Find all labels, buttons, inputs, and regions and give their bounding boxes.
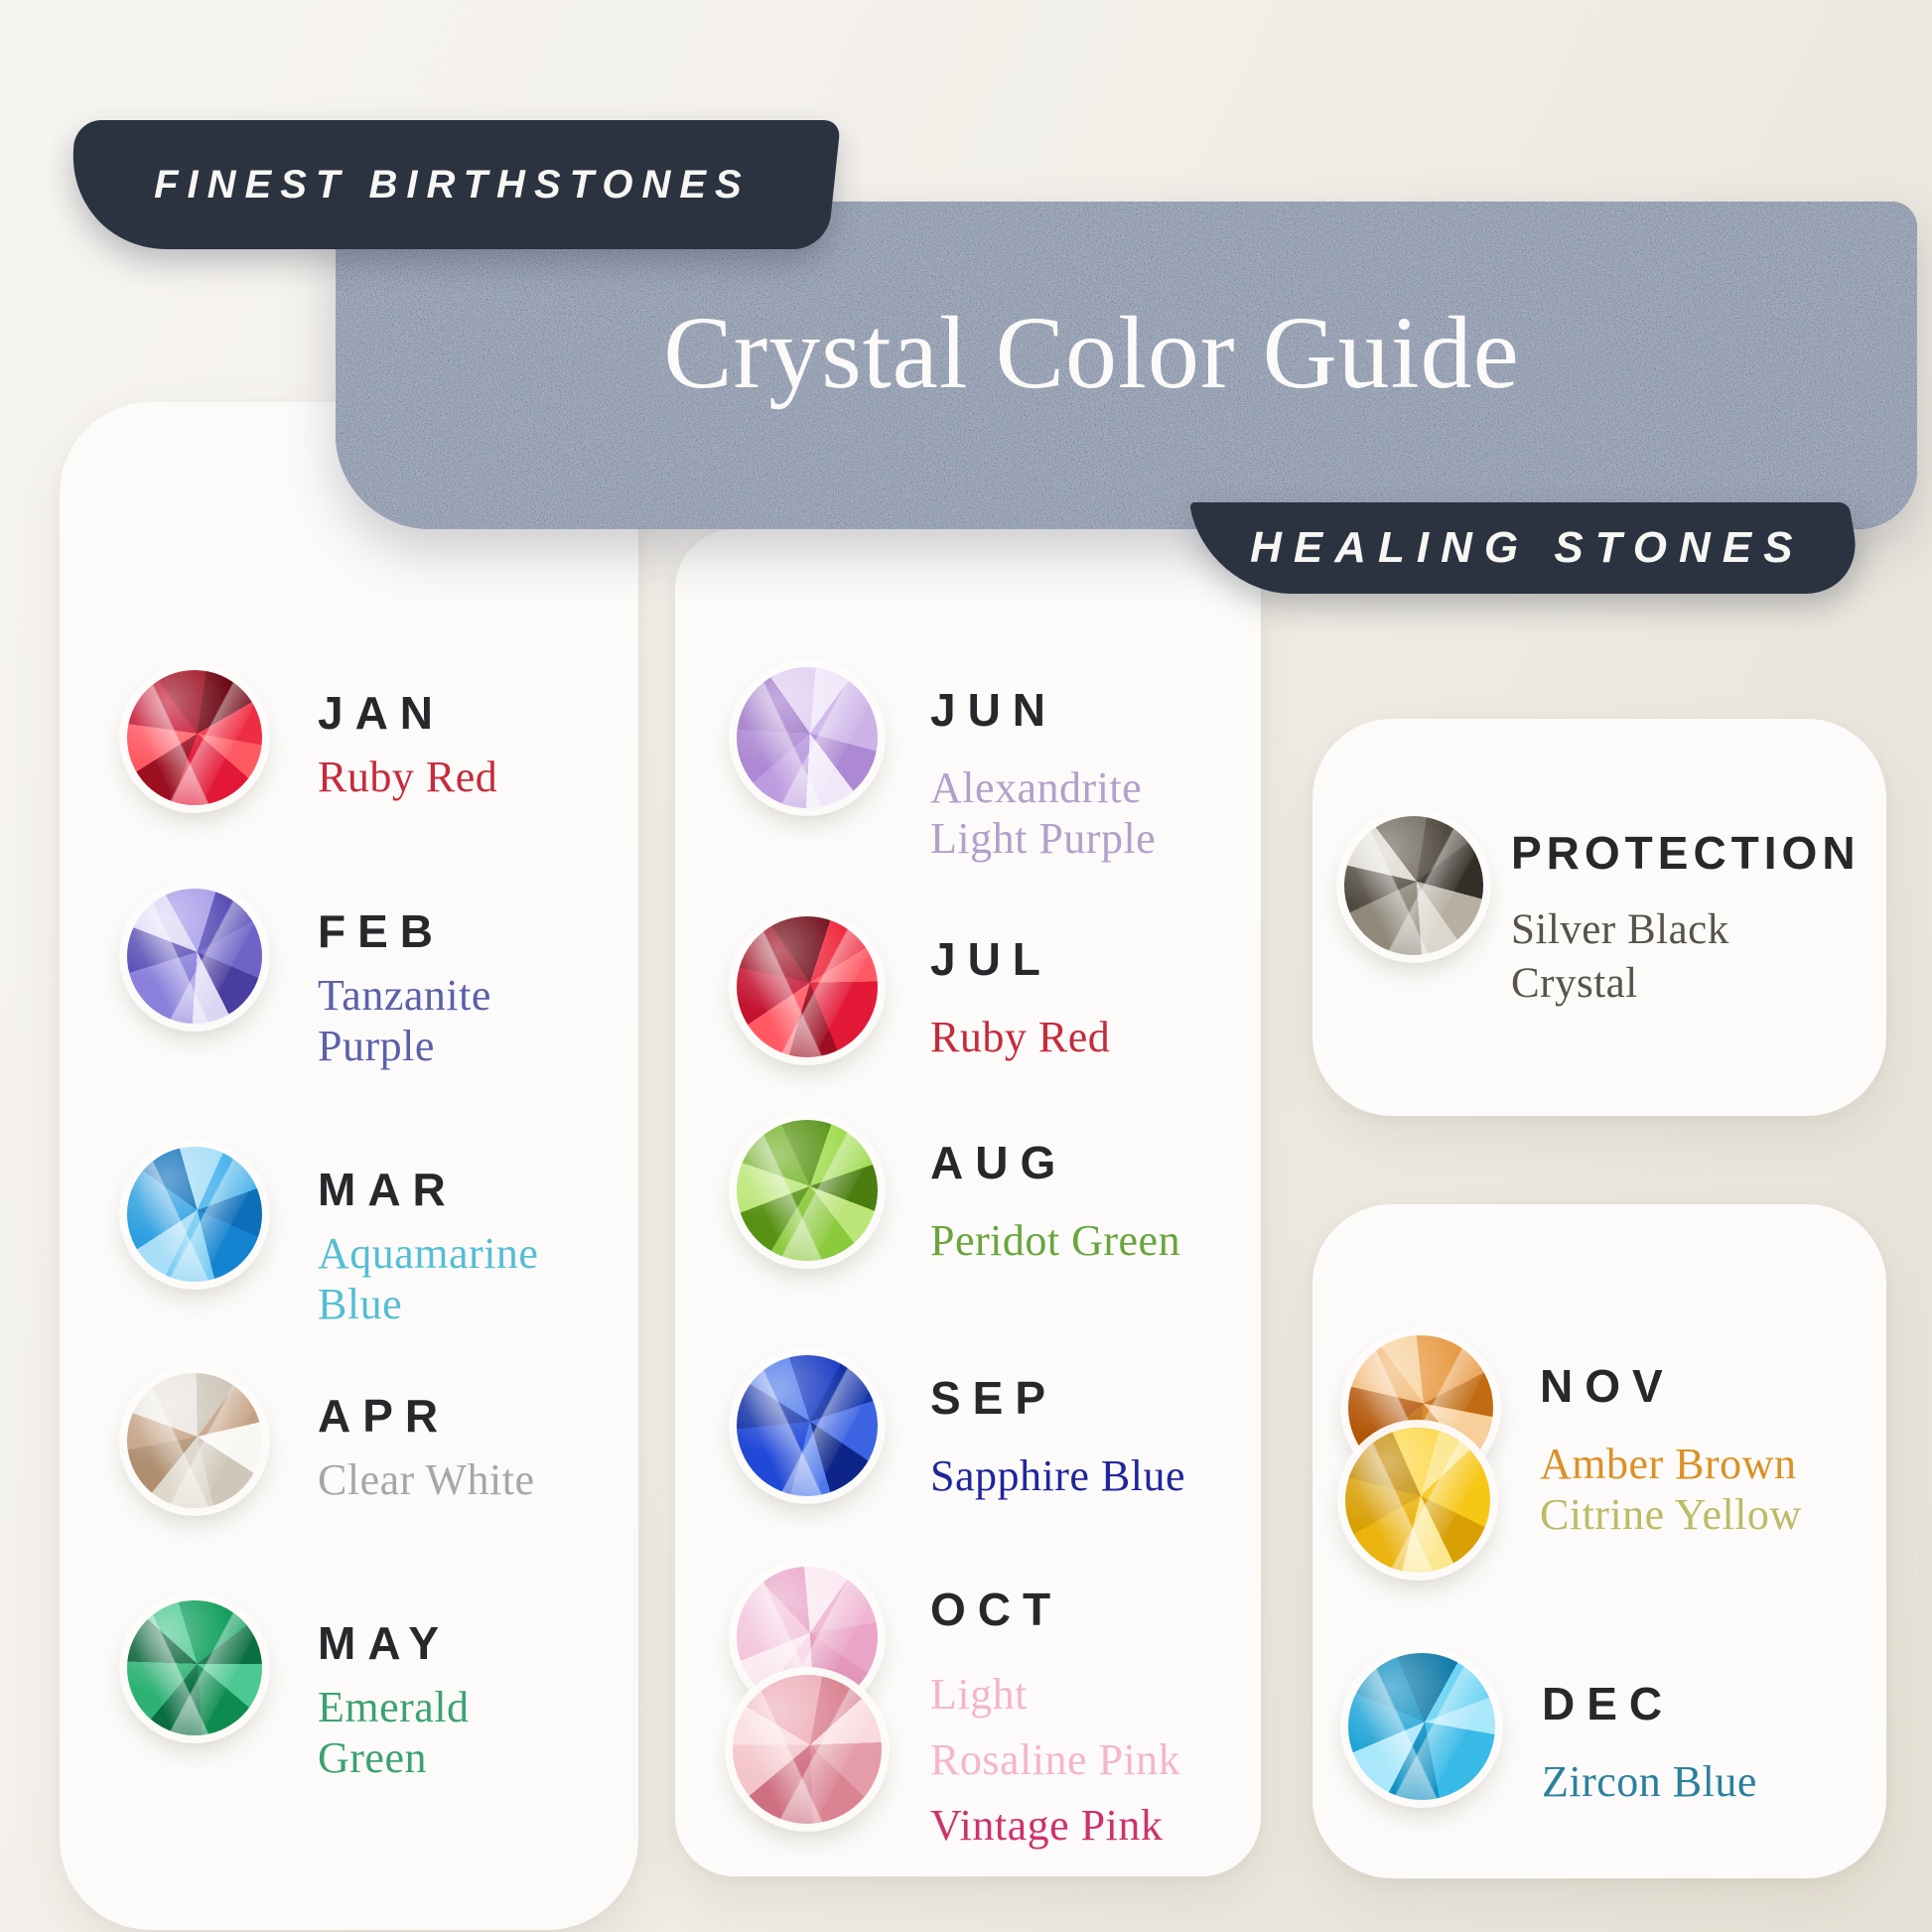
stone-color-name [318, 752, 497, 802]
month-label: FEB [318, 905, 445, 957]
stone-row-dec [1348, 1653, 1757, 1807]
stone-row-may [127, 1600, 470, 1784]
stone-row-jan [127, 670, 497, 805]
emerald-green-crystal-icon [127, 1600, 262, 1735]
page-title: Crystal Color Guide [663, 295, 1520, 410]
stone-row-oct [737, 1567, 1180, 1859]
stone-color-name-line: Vintage Pink [930, 1801, 1164, 1850]
stone-color-name-line: Amber Brown [1540, 1440, 1797, 1488]
stone-color-name [930, 1450, 1185, 1501]
peridot-green-crystal-icon [737, 1120, 878, 1261]
stone-row-apr [127, 1373, 535, 1508]
silver-black-crystal-icon [1344, 816, 1483, 955]
stone-color-name [318, 1454, 535, 1505]
zircon-blue-crystal-icon [1348, 1653, 1495, 1800]
protection-stone-name-line: Silver Black [1511, 906, 1729, 953]
stone-color-name-line: Sapphire Blue [930, 1451, 1186, 1500]
stone-color-name-line: Emerald [318, 1683, 470, 1731]
stone-color-name [930, 1662, 1180, 1859]
stone-color-name-line: Alexandrite [930, 763, 1143, 812]
title-banner [336, 202, 1917, 529]
month-label: JUN [930, 684, 1058, 736]
stone-color-name [930, 1012, 1110, 1062]
tanzanite-purple-crystal-icon [127, 889, 262, 1024]
stone-row-feb [127, 889, 491, 1072]
stone-color-name-line: Light [930, 1670, 1028, 1719]
stone-color-name-line: Zircon Blue [1542, 1757, 1757, 1806]
month-label: OCT [930, 1584, 1063, 1635]
stone-row-sep [737, 1355, 1185, 1501]
month-label: APR [318, 1390, 451, 1442]
stone-color-name [318, 1682, 470, 1784]
stone-color-name-line: Clear White [318, 1455, 535, 1504]
month-label: DEC [1542, 1678, 1675, 1729]
stone-color-name [930, 1215, 1180, 1266]
birthstones-left-panel [60, 402, 638, 1930]
citrine-yellow-crystal-icon [1345, 1428, 1490, 1573]
healing-stones-panel [1312, 1204, 1886, 1878]
month-label: NOV [1540, 1360, 1675, 1412]
stone-color-name [318, 1228, 538, 1330]
month-label: MAY [318, 1617, 451, 1669]
month-label: JUL [930, 933, 1052, 985]
clear-white-crystal-icon [127, 1373, 262, 1508]
stone-color-name-line: Ruby Red [930, 1013, 1111, 1061]
protection-row [1344, 816, 1861, 1011]
stone-color-name [1540, 1439, 1802, 1541]
vintage-pink-crystal-icon [733, 1675, 882, 1824]
finest-birthstones-badge-label: FINEST BIRTHSTONES [153, 162, 751, 207]
stone-color-name [1542, 1756, 1757, 1807]
stone-color-name-line: Aquamarine [318, 1229, 539, 1278]
aquamarine-blue-crystal-icon [127, 1147, 262, 1282]
healing-stones-badge-label: HEALING STONES [1249, 523, 1805, 572]
stone-color-name [930, 762, 1156, 865]
stone-color-name-line: Blue [318, 1280, 403, 1329]
birthstones-middle-panel [675, 529, 1261, 1876]
stone-color-name-line: Light Purple [930, 814, 1157, 864]
stone-row-jun [737, 667, 1156, 865]
ruby-red-crystal-icon [737, 916, 878, 1057]
stone-color-name-line: Green [318, 1733, 427, 1783]
month-label: MAR [318, 1164, 458, 1215]
month-label: JAN [318, 687, 446, 739]
stone-color-name-line: Rosaline Pink [930, 1735, 1181, 1784]
finest-birthstones-badge [63, 120, 841, 249]
stone-row-aug [737, 1120, 1180, 1266]
month-label: SEP [930, 1372, 1058, 1424]
stone-row-jul [737, 916, 1110, 1062]
stone-row-nov [1348, 1335, 1802, 1541]
protection-label: PROTECTION [1511, 827, 1861, 879]
stone-color-name-line: Purple [318, 1022, 435, 1071]
stone-color-name-line: Citrine Yellow [1540, 1490, 1802, 1540]
stone-color-name [318, 970, 491, 1072]
sapphire-blue-crystal-icon [737, 1355, 878, 1496]
stone-color-name-line: Tanzanite [318, 971, 491, 1020]
healing-stones-badge [1189, 502, 1864, 594]
alexandrite-light-purple-crystal-icon [737, 667, 878, 808]
stone-row-mar [127, 1147, 538, 1330]
stone-color-name-line: Peridot Green [930, 1216, 1181, 1265]
ruby-red-crystal-icon [127, 670, 262, 805]
protection-panel [1312, 719, 1886, 1116]
protection-stone-name [1511, 903, 1861, 1011]
protection-stone-name-line: Crystal [1511, 959, 1638, 1007]
stone-color-name-line: Ruby Red [318, 753, 498, 801]
month-label: AUG [930, 1137, 1068, 1188]
